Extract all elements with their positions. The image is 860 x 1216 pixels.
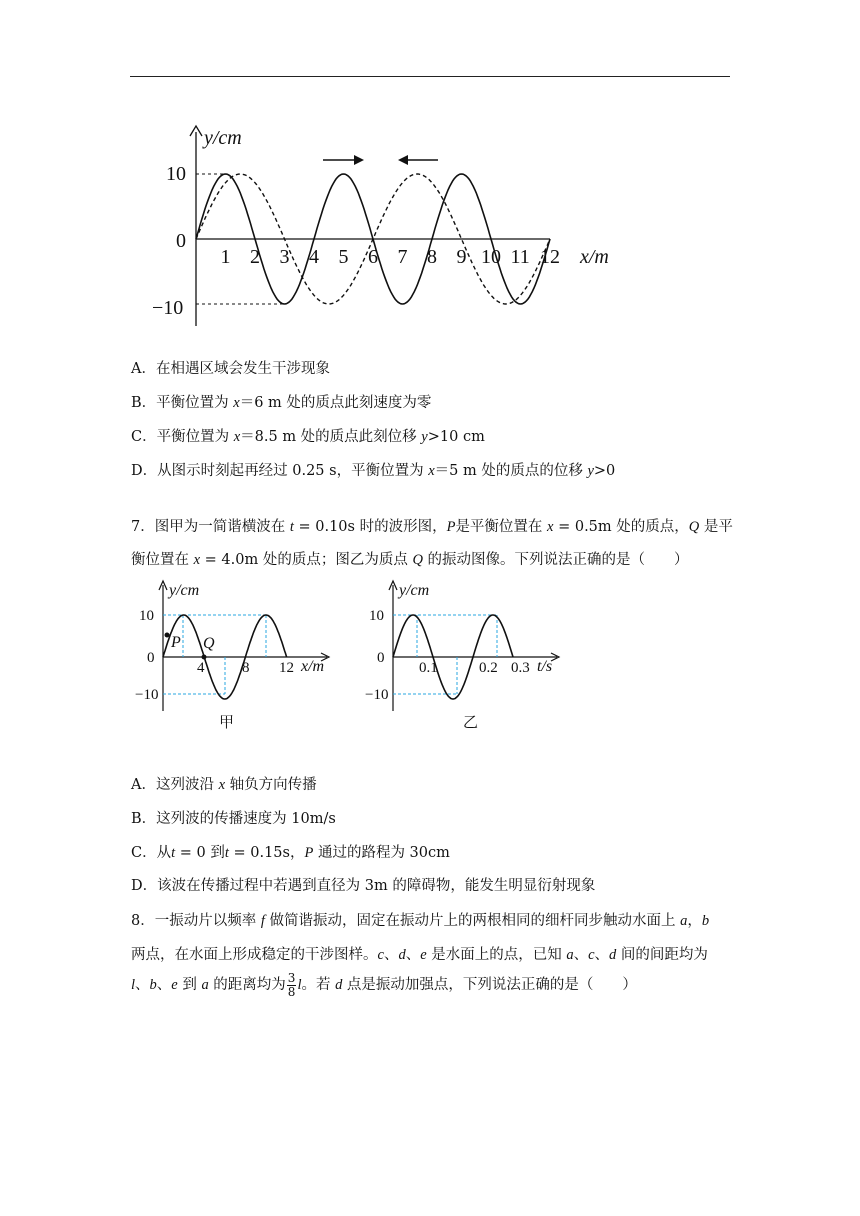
x-tick: 0.2 <box>479 660 498 676</box>
y-tick: −10 <box>152 297 184 319</box>
q7-option-c: C．从t = 0 到t = 0.15s，P 通过的路程为 30cm <box>131 845 450 861</box>
right-arrow <box>323 155 364 165</box>
q8-stem-line1: 8．一振动片以频率 f 做简谐振动，固定在振动片上的两根相同的细杆同步触动水面上 a，b <box>131 913 710 929</box>
q7-option-a: A．这列波沿 x 轴负方向传播 <box>131 777 317 793</box>
x-tick: 9 <box>456 246 467 268</box>
x-tick: 11 <box>510 246 530 268</box>
x-tick: 12 <box>540 246 560 268</box>
point-p-label: P <box>171 634 181 651</box>
x-tick: 8 <box>427 246 437 268</box>
x-tick: 2 <box>250 246 260 268</box>
header-rule <box>130 76 730 77</box>
x-tick: 12 <box>279 660 294 676</box>
x-tick: 5 <box>338 246 349 268</box>
y-tick: 0 <box>147 650 155 666</box>
q6-option-d: D．从图示时刻起再经过 0.25 s，平衡位置为 x＝5 m 处的质点的位移 y>0 <box>131 463 616 479</box>
x-tick: 6 <box>368 246 378 268</box>
x-tick: 1 <box>220 246 231 268</box>
figure-yi-vibration <box>365 575 575 735</box>
y-tick: 10 <box>166 163 186 185</box>
point-p-dot <box>165 633 170 638</box>
y-axis-label: y/cm <box>399 582 430 599</box>
y-tick: −10 <box>135 687 159 703</box>
x-axis-label: t/s <box>537 658 553 675</box>
x-tick: 4 <box>197 660 205 676</box>
q7-stem-line2: 衡位置在 x = 4.0m 处的质点；图乙为质点 Q 的振动图像。下列说法正确的是（ ） <box>131 552 689 568</box>
x-tick: 0.3 <box>511 660 530 676</box>
y-tick: 0 <box>176 230 186 252</box>
q7-option-d: D．该波在传播过程中若遇到直径为 3m 的障碍物，能发生明显衍射现象 <box>131 878 596 894</box>
x-axis-label: x/m <box>301 658 325 675</box>
q8-stem-line2: 两点，在水面上形成稳定的干涉图样。c、d、e 是水面上的点，已知 a、c、d 间的间距均为 <box>131 947 708 963</box>
figure-caption: 甲 <box>219 715 235 731</box>
q6-option-b: B．平衡位置为 x＝6 m 处的质点此刻速度为零 <box>131 395 432 411</box>
figure-two-waves <box>140 118 640 333</box>
x-tick: 0.1 <box>419 660 438 676</box>
point-q-dot <box>202 655 207 660</box>
point-q-label: Q <box>203 635 215 652</box>
y-tick: 10 <box>139 608 154 624</box>
x-tick: 3 <box>279 246 290 268</box>
x-axis-label: x/m <box>580 246 609 268</box>
x-tick: 8 <box>242 660 250 676</box>
figure-caption: 乙 <box>463 715 479 731</box>
q7-stem-line1: 7．图甲为一简谐横波在 t = 0.10s 时的波形图，P是平衡位置在 x = 0.5m 处的质点，Q 是平 <box>131 519 733 535</box>
q8-stem-line3: l、b、e 到 a 的距离均为 $\frac{3}{8}$ l。若 d 点是振动加强点，下列说法正确的是（ ） <box>131 970 637 999</box>
y-tick: 0 <box>377 650 385 666</box>
y-tick: −10 <box>365 687 389 703</box>
figure-jia-wave <box>135 575 345 735</box>
q6-option-c: C．平衡位置为 x＝8.5 m 处的质点此刻位移 y>10 cm <box>131 429 485 445</box>
q7-option-b: B．这列波的传播速度为 10m/s <box>131 811 336 827</box>
y-axis-label: y/cm <box>204 127 242 149</box>
left-arrow <box>398 155 438 165</box>
x-tick: 7 <box>397 246 408 268</box>
x-tick: 10 <box>481 246 501 268</box>
y-axis-label: y/cm <box>169 582 200 599</box>
fraction-three-eighths: $\frac{3}{8}$ <box>287 970 296 999</box>
y-tick: 10 <box>369 608 384 624</box>
x-tick: 4 <box>309 246 319 268</box>
q6-option-a: A．在相遇区域会发生干涉现象 <box>131 361 330 377</box>
